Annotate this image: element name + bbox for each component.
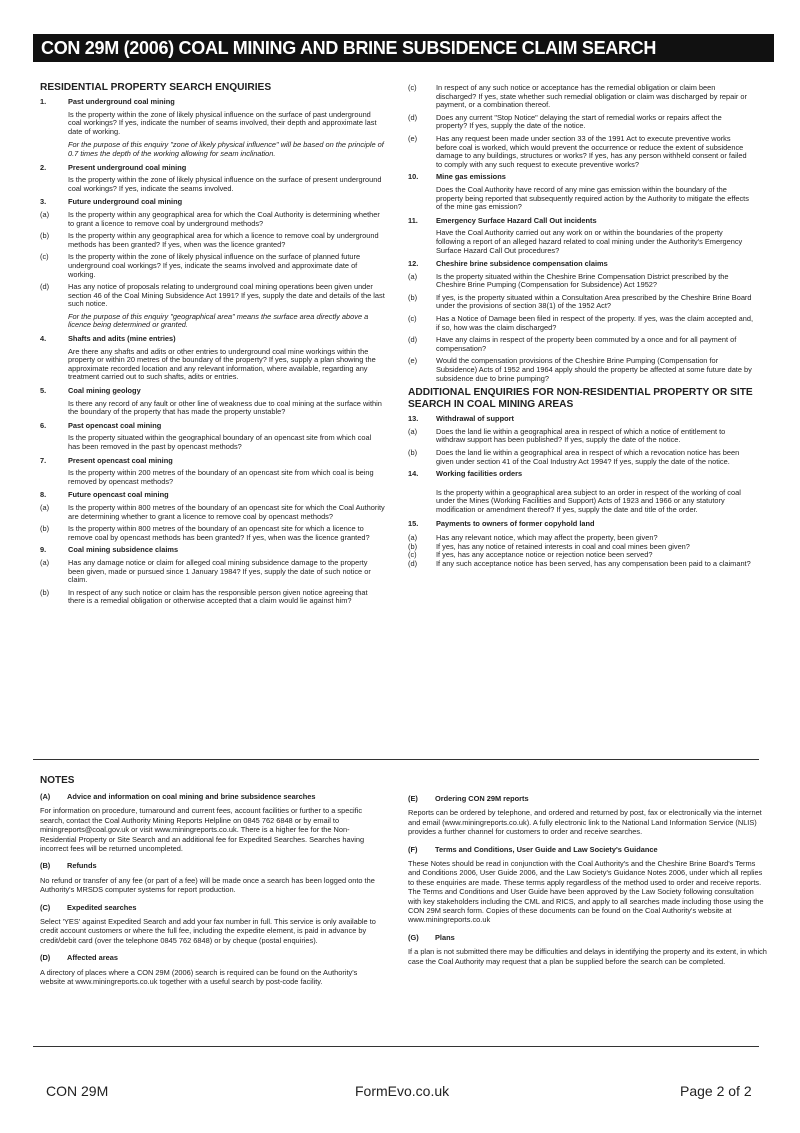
footer-page-number: Page 2 of 2 bbox=[680, 1083, 752, 1099]
note-text: If a plan is not submitted there may be difficulties and delays in identifying the property and its extent, in which case the Coal Authority may request that a plan be supplied before the search can be completed. bbox=[408, 947, 767, 966]
sub-question-text: If yes, has any acceptance notice or rejection notice been served? bbox=[436, 550, 653, 560]
sub-question bbox=[408, 449, 753, 466]
question-title: Payments to owners of former copyhold land bbox=[436, 518, 595, 528]
note-letter: (E) bbox=[408, 794, 418, 803]
note-text: Select 'YES' against Expedited Search and add your fax number in full. This service is only available to credit account customers or where the full fee, including the expedite element, is paid in advance by credit/debit card (over the telephone 0845 762 6848) or by cheque (postal enquiries). bbox=[40, 917, 376, 945]
note-letter: (C) bbox=[40, 902, 51, 912]
question-heading bbox=[40, 491, 385, 500]
section-title-non-residential: ADDITIONAL ENQUIRIES FOR NON-RESIDENTIAL PROPERTY OR SITE SEARCH IN COAL MINING AREAS bbox=[408, 387, 753, 411]
question-number: 13. bbox=[408, 414, 419, 424]
question-heading bbox=[40, 546, 385, 555]
question-title: Future underground coal mining bbox=[68, 197, 183, 207]
sub-question-number: (b) bbox=[40, 231, 50, 241]
question-heading bbox=[40, 98, 385, 107]
sub-question bbox=[408, 428, 753, 445]
question-heading bbox=[40, 457, 385, 466]
sub-question-text: If any such acceptance notice has been served, has any compensation been paid to a claimant? bbox=[436, 558, 751, 568]
sub-question bbox=[40, 253, 385, 279]
question-heading bbox=[408, 415, 753, 424]
sub-question-number: (a) bbox=[40, 502, 50, 512]
question-heading bbox=[408, 173, 753, 182]
sub-question-number: (e) bbox=[408, 133, 418, 143]
question-title: Working facilities orders bbox=[436, 469, 523, 479]
note-letter: (G) bbox=[408, 932, 419, 942]
notes-left-column bbox=[40, 792, 380, 995]
section-title-residential: RESIDENTIAL PROPERTY SEARCH ENQUIRIES bbox=[40, 82, 272, 93]
sub-question-number: (a) bbox=[408, 271, 418, 281]
sub-question-text: Does the land lie within a geographical area in respect of which a revocation notice has been given under section 41 of the Coal Industry Act 1994? If yes, supply the date of the notice. bbox=[436, 448, 740, 466]
note-text: For information on procedure, turnaround and current fees, account facilities or further to a specific search, contact the Coal Authority Mining Reports Helpline on 0845 762 6848 or by email to miningreports@coal.gov.uk or visit www.miningreports.co.uk. There is a higher fee for the Non-Residential Property or Site Search and an additional fee for Expedited Searches. Searches having incorrect fees will be returned uncompleted. bbox=[40, 806, 365, 854]
notes-title: NOTES bbox=[40, 775, 75, 786]
question-title: Past underground coal mining bbox=[68, 97, 175, 106]
note-text: A directory of places where a CON 29M (2006) search is required can be found on the Authority's website at www.miningreports.co.uk together with a useful search by post-code facility. bbox=[40, 967, 358, 987]
question-heading bbox=[40, 164, 385, 173]
sub-question-text: If yes, has any notice of retained interests in coal and coal mines been given? bbox=[436, 541, 690, 551]
question-text: Is there any record of any fault or other line of weakness due to coal mining at the surface within the boundary of the property that has made the property unstable? bbox=[68, 398, 382, 417]
note-heading bbox=[40, 792, 380, 801]
question-title: Future opencast coal mining bbox=[68, 490, 169, 500]
sub-question-text: Is the property within 800 metres of the boundary of an opencast site for which a licence to remove coal by opencast methods has been granted? If yes, when was the licence granted? bbox=[68, 524, 370, 542]
question-number: 11. bbox=[408, 215, 418, 225]
question-heading bbox=[40, 198, 385, 207]
left-column bbox=[40, 82, 385, 610]
note-text: No refund or transfer of any fee (or part of a fee) will be made once a search has been logged onto the Authority's MRSDS computer systems for report production. bbox=[40, 875, 375, 895]
sub-question-number: (b) bbox=[408, 541, 418, 551]
sub-question bbox=[40, 559, 385, 585]
question-title: Coal mining geology bbox=[68, 386, 141, 396]
sub-question bbox=[408, 315, 753, 332]
notes-divider bbox=[33, 759, 759, 760]
note-letter: (A) bbox=[40, 792, 51, 801]
sub-question-number: (e) bbox=[408, 356, 418, 366]
sub-question-text: If yes, is the property situated within a Consultation Area prescribed by the Cheshire Brine Board under the provisions of section 38(1) of the 1952 Act? bbox=[436, 292, 752, 311]
sub-question bbox=[408, 357, 753, 383]
sub-question-text: Is the property situated within the Cheshire Brine Compensation District prescribed by the Cheshire Brine Pumping (Compensation for Subsidence) Act 1952? bbox=[436, 271, 729, 290]
question-text: Is the property within 200 metres of the boundary of an opencast site from which coal is being removed by opencast methods? bbox=[68, 468, 374, 486]
note-heading bbox=[408, 933, 768, 942]
question-title: Present opencast coal mining bbox=[68, 455, 173, 465]
sub-question-text: Is the property within any geographical area for which the Coal Authority is determining whether to grant a licence to remove coal by underground methods? bbox=[68, 209, 380, 228]
question-heading bbox=[408, 260, 753, 269]
question-number: 1. bbox=[40, 97, 47, 106]
sub-question-number: (d) bbox=[408, 112, 418, 122]
footer-site: FormEvo.co.uk bbox=[355, 1083, 450, 1099]
sub-question-text: Is the property within 800 metres of the boundary of an opencast site for which the Coal Authority are determining whether to grant a licence to remove coal by opencast methods? bbox=[68, 502, 385, 521]
sub-question-number: (b) bbox=[40, 587, 50, 597]
question-text: Is the property within the zone of likely physical influence on the surface of present underground coal workings? If yes, indicate the seams involved. bbox=[68, 175, 382, 193]
footer-divider bbox=[33, 1046, 759, 1047]
note-heading bbox=[408, 794, 768, 803]
question-heading bbox=[40, 335, 385, 344]
note-title: Advice and information on coal mining and brine subsidence searches bbox=[67, 792, 316, 801]
question-text: Is the property within a geographical area subject to an order in respect of the working of coal under the Mines (Working Facilities and Support) Acts of 1923 and 1966 or any statutory modification or amendment thereof? If yes, supply the date and title of the order. bbox=[436, 487, 741, 514]
question-text: Does the Coal Authority have record of any mine gas emission within the boundary of the property being reported that subsequently required action by the Authority to mitigate the effects of the mine gas emission? bbox=[436, 184, 749, 212]
notes-right-column bbox=[408, 794, 768, 974]
sub-question-text: Has any request been made under section 33 of the 1991 Act to execute preventive works before coal is worked, which would prevent the occurrence or reduce the extent of subsidence damage to any buildings, structures or works? If yes, has any person withheld consent or failed to comply with any such request to execute preventive works? bbox=[436, 133, 747, 169]
sub-question-number: (a) bbox=[408, 426, 418, 436]
sub-question-number: (b) bbox=[408, 448, 418, 457]
sub-question-number: (a) bbox=[40, 209, 50, 219]
note-text: Reports can be ordered by telephone, and ordered and returned by post, fax or electronically via the internet and email (www.miningreports.co.uk). A fully electronic link to the National Land Information Service (NLIS) provides a further channel for customers to order and receive searches. bbox=[408, 808, 762, 837]
question-number: 12. bbox=[408, 259, 419, 269]
sub-question-text: Has any notice of proposals relating to underground coal mining operations been given under section 46 of the Coal Mining Subsidence Act 1991? If yes, supply the date and details of the last such notice. bbox=[68, 282, 385, 309]
note-title: Plans bbox=[435, 932, 455, 942]
question-title: Present underground coal mining bbox=[68, 162, 187, 172]
question-number: 14. bbox=[408, 469, 419, 479]
question-title: Withdrawal of support bbox=[436, 414, 514, 424]
sub-question-number: (a) bbox=[408, 533, 418, 543]
page-header: CON 29M (2006) COAL MINING AND BRINE SUBSIDENCE CLAIM SEARCH bbox=[33, 34, 774, 62]
question-title: Emergency Surface Hazard Call Out incidents bbox=[436, 215, 597, 225]
sub-question-text: In respect of any such notice or claim has the responsible person given notice agreeing that there is a remedial obligation or otherwise accepted that a claim would lie against him? bbox=[68, 587, 368, 606]
question-title: Cheshire brine subsidence compensation claims bbox=[436, 259, 608, 269]
question-number: 9. bbox=[40, 545, 47, 555]
sub-question-number: (c) bbox=[40, 252, 49, 262]
question-note: For the purpose of this enquiry "geographical area" means the surface area directly above a licence being determined or granted. bbox=[68, 311, 369, 330]
question-heading bbox=[40, 422, 385, 431]
note-title: Ordering CON 29M reports bbox=[435, 794, 529, 803]
sub-question bbox=[408, 135, 753, 169]
note-letter: (B) bbox=[40, 861, 51, 871]
sub-question bbox=[408, 114, 753, 131]
note-heading bbox=[40, 953, 380, 962]
sub-question-number: (b) bbox=[408, 292, 418, 302]
note-heading bbox=[408, 845, 768, 854]
sub-question bbox=[408, 560, 753, 569]
sub-question bbox=[408, 294, 753, 311]
note-title: Refunds bbox=[67, 861, 97, 871]
note-letter: (D) bbox=[40, 953, 51, 963]
note-title: Expedited searches bbox=[67, 902, 137, 912]
note-heading bbox=[40, 903, 380, 912]
question-title: Mine gas emissions bbox=[436, 172, 506, 182]
question-text: Is the property situated within the geographical boundary of an opencast site from which coal has been removed in the past by opencast methods? bbox=[68, 433, 372, 451]
question-text: Is the property within the zone of likely physical influence on the surface of past underground coal workings? If yes, indicate the number of seams involved, their depth and approximate last date of working. bbox=[68, 109, 377, 136]
note-heading bbox=[40, 861, 380, 870]
sub-question bbox=[40, 211, 385, 228]
sub-question bbox=[408, 336, 753, 353]
sub-question-text: Have any claims in respect of the property been commuted by a once and for all payment of compensation? bbox=[436, 335, 737, 353]
question-heading bbox=[408, 217, 753, 226]
question-number: 10. bbox=[408, 172, 419, 182]
sub-question-text: Has a Notice of Damage been filed in respect of the property. If yes, was the claim accepted and, if so, how was the claim discharged? bbox=[436, 314, 754, 332]
question-note: For the purpose of this enquiry "zone of likely physical influence" will be based on the principle of 0.7 times the depth of the working allowing for seam inclination. bbox=[68, 140, 384, 158]
question-title: Coal mining subsidence claims bbox=[68, 545, 179, 555]
sub-question-text: Has any relevant notice, which may affect the property, been given? bbox=[436, 533, 658, 543]
sub-question-number: (d) bbox=[40, 282, 50, 292]
question-heading bbox=[40, 387, 385, 396]
sub-question bbox=[408, 273, 753, 290]
sub-question-number: (d) bbox=[408, 335, 418, 345]
question-heading bbox=[408, 520, 753, 529]
question-text: Are there any shafts and adits or other entries to underground coal mine workings within the property or within 20 metres of the boundary of the property? If yes, supply a plan showing the approximate recorded location and any relevant information, where available, regarding any treatment carried out to such shafts, adits or entries. bbox=[68, 346, 376, 382]
sub-question bbox=[40, 232, 385, 249]
sub-question-text: In respect of any such notice or acceptance has the remedial obligation or claim been discharged? If yes, state whether such remedial obligation or claim was discharged by repair or payment, or a combination thereof. bbox=[436, 83, 747, 110]
note-title: Affected areas bbox=[67, 953, 118, 963]
sub-question-number: (a) bbox=[40, 557, 50, 567]
sub-question-number: (c) bbox=[408, 83, 417, 92]
sub-question-number: (c) bbox=[408, 314, 417, 324]
sub-question bbox=[40, 283, 385, 309]
note-text: These Notes should be read in conjunction with the Coal Authority's and the Cheshire Brine Board's Terms and Conditions 2006, User Guide 2006, and the Law Society's Guidance Notes 2006, under which all replies to these enquiries are made. These terms apply regardless of the method used to order and receive reports. The Terms and Conditions and User Guide have been approved by the Law Society following consultation with key stakeholders including the CML and RICS, and apply to all searches made including those using the CON 29M search form. Copies of these documents can be found on the Coal Authority's website at www.miningreports.co.uk bbox=[408, 859, 764, 925]
question-number: 5. bbox=[40, 386, 47, 396]
question-number: 3. bbox=[40, 197, 47, 207]
sub-question-text: Does any current "Stop Notice" delaying the start of remedial works or repairs affect the property? If yes, supply the date of the notice. bbox=[436, 112, 722, 131]
question-number: 8. bbox=[40, 490, 47, 500]
note-title: Terms and Conditions, User Guide and Law Society's Guidance bbox=[435, 844, 658, 854]
question-title: Past opencast coal mining bbox=[68, 420, 162, 430]
question-title: Shafts and adits (mine entries) bbox=[68, 334, 176, 344]
question-number: 7. bbox=[40, 455, 47, 465]
right-column bbox=[408, 84, 753, 569]
question-heading bbox=[408, 470, 753, 479]
question-number: 2. bbox=[40, 162, 47, 172]
sub-question bbox=[40, 525, 385, 542]
sub-question bbox=[408, 84, 753, 110]
question-number: 15. bbox=[408, 518, 419, 528]
sub-question bbox=[40, 589, 385, 606]
sub-question-text: Is the property within any geographical area for which a licence to remove coal by underground methods has been granted? If yes, when was the licence granted? bbox=[68, 231, 379, 249]
sub-question-text: Is the property within the zone of likely physical influence on the surface of planned future underground coal workings? If yes, indicate the seams involved and approximate date of working. bbox=[68, 252, 361, 279]
footer-form-code: CON 29M bbox=[46, 1083, 109, 1099]
sub-question-number: (b) bbox=[40, 524, 50, 534]
note-letter: (F) bbox=[408, 844, 418, 854]
question-number: 4. bbox=[40, 334, 47, 344]
sub-question-number: (c) bbox=[408, 550, 417, 560]
sub-question-text: Does the land lie within a geographical area in respect of which a notice of entitlement to withdraw support has been published? If yes, supply the date of the notice. bbox=[436, 426, 726, 445]
question-number: 6. bbox=[40, 420, 47, 430]
sub-question bbox=[40, 504, 385, 521]
sub-question-text: Has any damage notice or claim for alleged coal mining subsidence damage to the property been given, made or pursued since 1 January 1984? If yes, supply the date of such notice or claim. bbox=[68, 557, 371, 585]
sub-question-text: Would the compensation provisions of the Cheshire Brine Pumping (Compensation for Subsidence) Acts of 1952 and 1964 apply should the property be affected at some future date by subsidence due to brine pumping? bbox=[436, 356, 752, 383]
question-text: Have the Coal Authority carried out any work on or within the boundaries of the property following a report of an alleged hazard related to coal mining under the Authority's Emergency Surface Hazard Call Out procedures? bbox=[436, 228, 743, 255]
sub-question-number: (d) bbox=[408, 558, 418, 568]
